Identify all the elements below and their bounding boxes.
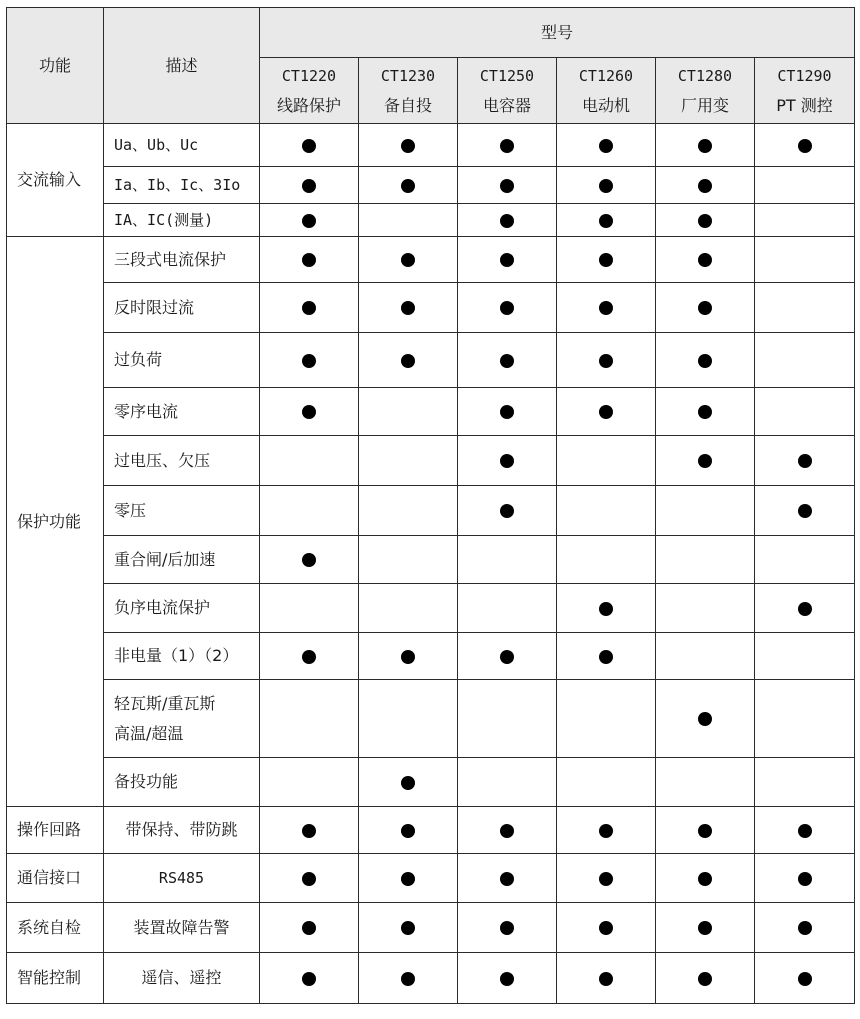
support-dot-icon <box>302 553 316 567</box>
support-dot-icon <box>698 454 712 468</box>
support-cell <box>557 953 656 1004</box>
support-dot-icon <box>599 824 613 838</box>
description-cell <box>104 204 260 237</box>
support-dot-icon <box>698 972 712 986</box>
description-text: 零序电流 <box>114 401 179 421</box>
support-dot-icon <box>798 921 812 935</box>
description-text: 重合闸/后加速 <box>114 549 216 569</box>
support-cell <box>359 333 458 388</box>
support-cell <box>557 124 656 167</box>
support-cell <box>359 204 458 237</box>
support-cell <box>458 124 557 167</box>
support-cell <box>755 854 855 903</box>
support-cell <box>755 283 855 333</box>
support-dot-icon <box>500 824 514 838</box>
description-cell <box>104 124 260 167</box>
support-dot-icon <box>698 253 712 267</box>
description-text: 高温/超温 <box>114 723 184 743</box>
support-dot-icon <box>302 650 316 664</box>
description-cell <box>104 807 260 854</box>
support-cell <box>260 237 359 283</box>
support-dot-icon <box>599 921 613 935</box>
support-cell <box>458 167 557 204</box>
table-row <box>7 283 855 333</box>
support-cell <box>458 807 557 854</box>
support-cell <box>755 633 855 680</box>
table-row <box>7 536 855 584</box>
support-dot-icon <box>500 301 514 315</box>
support-dot-icon <box>302 139 316 153</box>
support-dot-icon <box>798 504 812 518</box>
table-row <box>7 333 855 388</box>
description-text: 轻瓦斯/重瓦斯 <box>114 693 216 713</box>
support-dot-icon <box>500 179 514 193</box>
support-cell <box>260 758 359 807</box>
support-cell <box>557 333 656 388</box>
support-cell <box>458 237 557 283</box>
header-model-4 <box>656 58 755 124</box>
support-dot-icon <box>698 872 712 886</box>
support-cell <box>458 953 557 1004</box>
support-cell <box>260 486 359 536</box>
support-dot-icon <box>599 602 613 616</box>
support-cell <box>557 633 656 680</box>
support-dot-icon <box>401 301 415 315</box>
description-text: 零压 <box>114 500 147 520</box>
support-dot-icon <box>302 301 316 315</box>
support-dot-icon <box>500 650 514 664</box>
support-dot-icon <box>401 824 415 838</box>
support-cell <box>755 584 855 633</box>
description-text: 备投功能 <box>114 772 179 791</box>
support-dot-icon <box>500 405 514 419</box>
support-cell <box>755 388 855 436</box>
support-dot-icon <box>302 872 316 886</box>
support-cell <box>755 680 855 758</box>
support-cell <box>260 536 359 584</box>
support-cell <box>656 536 755 584</box>
description-cell <box>104 486 260 536</box>
category-cell: 操作回路 <box>7 807 104 854</box>
header-model-3 <box>557 58 656 124</box>
support-dot-icon <box>599 301 613 315</box>
support-dot-icon <box>698 921 712 935</box>
description-text: IA、IC(测量) <box>114 211 214 229</box>
table-row <box>7 237 855 283</box>
support-dot-icon <box>500 214 514 228</box>
support-dot-icon <box>599 214 613 228</box>
support-cell <box>260 167 359 204</box>
support-cell <box>656 124 755 167</box>
description-cell <box>104 633 260 680</box>
support-dot-icon <box>698 301 712 315</box>
description-cell <box>104 903 260 953</box>
model-code: CT1220 <box>281 66 337 85</box>
support-dot-icon <box>698 824 712 838</box>
description-text: 过电压、欠压 <box>114 450 211 470</box>
support-cell <box>656 807 755 854</box>
support-cell <box>260 953 359 1004</box>
table-row <box>7 436 855 486</box>
support-cell <box>359 167 458 204</box>
support-cell <box>557 388 656 436</box>
support-cell <box>557 204 656 237</box>
support-dot-icon <box>302 214 316 228</box>
table-row <box>7 903 855 953</box>
support-cell <box>260 633 359 680</box>
support-cell <box>359 124 458 167</box>
description-cell <box>104 283 260 333</box>
support-cell <box>458 536 557 584</box>
category-cell: 交流输入 <box>7 124 104 237</box>
description-cell <box>104 758 260 807</box>
support-cell <box>656 167 755 204</box>
model-name: 电动机 <box>581 95 630 115</box>
support-cell <box>656 388 755 436</box>
support-dot-icon <box>698 405 712 419</box>
table-row <box>7 124 855 167</box>
support-cell <box>557 854 656 903</box>
table-row <box>7 807 855 854</box>
support-cell <box>359 536 458 584</box>
support-dot-icon <box>302 179 316 193</box>
header-model-2 <box>458 58 557 124</box>
table-row <box>7 584 855 633</box>
support-dot-icon <box>798 824 812 838</box>
support-cell <box>656 436 755 486</box>
support-cell <box>755 903 855 953</box>
model-name: 电容器 <box>482 95 531 115</box>
description-cell <box>104 237 260 283</box>
support-dot-icon <box>401 179 415 193</box>
table-row <box>7 633 855 680</box>
table-body <box>7 124 855 1004</box>
support-cell <box>557 807 656 854</box>
support-dot-icon <box>698 354 712 368</box>
support-cell <box>656 680 755 758</box>
support-cell <box>557 584 656 633</box>
support-cell <box>458 758 557 807</box>
support-cell <box>656 333 755 388</box>
support-cell <box>260 436 359 486</box>
support-cell <box>656 204 755 237</box>
support-cell <box>656 633 755 680</box>
table-row <box>7 758 855 807</box>
description-cell <box>104 167 260 204</box>
table-row <box>7 953 855 1004</box>
support-dot-icon <box>500 504 514 518</box>
support-cell <box>359 854 458 903</box>
support-dot-icon <box>500 139 514 153</box>
support-cell <box>458 680 557 758</box>
support-cell <box>260 854 359 903</box>
support-dot-icon <box>401 650 415 664</box>
support-cell <box>557 167 656 204</box>
support-cell <box>755 204 855 237</box>
support-dot-icon <box>401 139 415 153</box>
support-cell <box>260 283 359 333</box>
description-text: 负序电流保护 <box>114 598 211 617</box>
support-dot-icon <box>401 354 415 368</box>
support-cell <box>260 333 359 388</box>
description-cell <box>104 680 260 758</box>
header-model-1 <box>359 58 458 124</box>
support-cell <box>359 486 458 536</box>
model-code: CT1280 <box>677 66 733 85</box>
support-cell <box>458 486 557 536</box>
support-dot-icon <box>401 776 415 790</box>
support-cell <box>656 283 755 333</box>
support-cell <box>755 758 855 807</box>
support-dot-icon <box>500 253 514 267</box>
description-cell <box>104 854 260 903</box>
support-dot-icon <box>500 921 514 935</box>
table-row <box>7 388 855 436</box>
support-cell <box>359 388 458 436</box>
support-dot-icon <box>599 872 613 886</box>
support-cell <box>557 903 656 953</box>
support-dot-icon <box>500 454 514 468</box>
support-cell <box>359 584 458 633</box>
description-text: 非电量（1）（2） <box>114 646 239 665</box>
support-cell <box>359 237 458 283</box>
support-cell <box>656 903 755 953</box>
support-cell <box>755 124 855 167</box>
support-cell <box>458 584 557 633</box>
support-cell <box>755 237 855 283</box>
support-cell <box>656 758 755 807</box>
support-cell <box>755 953 855 1004</box>
model-name: PT 测控 <box>776 95 833 115</box>
support-cell <box>557 436 656 486</box>
description-text: 反时限过流 <box>114 297 195 317</box>
support-dot-icon <box>302 921 316 935</box>
header-model: 型号 <box>260 8 855 58</box>
description-text: Ia、Ib、Ic、3Io <box>114 176 241 194</box>
support-cell <box>359 283 458 333</box>
support-dot-icon <box>698 214 712 228</box>
description-text: 过负荷 <box>114 350 163 369</box>
description-cell <box>104 584 260 633</box>
support-dot-icon <box>599 354 613 368</box>
support-cell <box>755 167 855 204</box>
support-cell <box>260 388 359 436</box>
category-cell: 保护功能 <box>7 237 104 807</box>
table-row <box>7 486 855 536</box>
support-cell <box>359 633 458 680</box>
support-cell <box>557 237 656 283</box>
description-cell <box>104 436 260 486</box>
model-code: CT1290 <box>777 66 832 85</box>
support-dot-icon <box>798 454 812 468</box>
header-model-5 <box>755 58 855 124</box>
support-dot-icon <box>798 602 812 616</box>
support-dot-icon <box>599 139 613 153</box>
description-text: RS485 <box>158 869 205 887</box>
support-dot-icon <box>302 253 316 267</box>
support-dot-icon <box>599 253 613 267</box>
support-dot-icon <box>302 972 316 986</box>
table-row <box>7 854 855 903</box>
support-cell <box>359 436 458 486</box>
support-dot-icon <box>302 354 316 368</box>
support-cell <box>359 903 458 953</box>
support-dot-icon <box>500 972 514 986</box>
table-row <box>7 167 855 204</box>
category-cell: 通信接口 <box>7 854 104 903</box>
support-cell <box>656 854 755 903</box>
support-cell <box>656 486 755 536</box>
support-dot-icon <box>302 824 316 838</box>
support-dot-icon <box>599 650 613 664</box>
description-cell <box>104 953 260 1004</box>
table-header <box>7 8 855 124</box>
support-dot-icon <box>599 179 613 193</box>
description-cell <box>104 333 260 388</box>
model-code: CT1260 <box>578 66 634 85</box>
support-cell <box>458 633 557 680</box>
support-cell <box>458 204 557 237</box>
support-dot-icon <box>500 872 514 886</box>
support-dot-icon <box>401 872 415 886</box>
support-cell <box>755 807 855 854</box>
support-cell <box>260 204 359 237</box>
support-cell <box>557 486 656 536</box>
description-text: 带保持、带防跳 <box>125 820 238 839</box>
support-dot-icon <box>599 405 613 419</box>
support-dot-icon <box>798 872 812 886</box>
support-cell <box>755 486 855 536</box>
header-function: 功能 <box>7 8 104 124</box>
support-cell <box>458 388 557 436</box>
category-cell: 系统自检 <box>7 903 104 953</box>
support-cell <box>458 903 557 953</box>
support-cell <box>557 536 656 584</box>
support-cell <box>260 903 359 953</box>
support-dot-icon <box>798 972 812 986</box>
support-cell <box>755 536 855 584</box>
support-cell <box>359 807 458 854</box>
description-text: 三段式电流保护 <box>114 249 227 269</box>
support-cell <box>557 283 656 333</box>
model-code: CT1230 <box>380 66 436 85</box>
model-name: 备自投 <box>383 95 432 115</box>
support-cell <box>260 124 359 167</box>
support-cell <box>458 283 557 333</box>
support-cell <box>656 584 755 633</box>
support-cell <box>755 436 855 486</box>
support-dot-icon <box>599 972 613 986</box>
support-dot-icon <box>500 354 514 368</box>
table-row <box>7 680 855 758</box>
feature-matrix-table <box>6 7 855 1004</box>
support-cell <box>656 953 755 1004</box>
category-cell: 智能控制 <box>7 953 104 1004</box>
model-code: CT1250 <box>479 66 535 85</box>
support-cell <box>458 436 557 486</box>
support-cell <box>260 680 359 758</box>
description-text: Ua、Ub、Uc <box>114 136 199 154</box>
support-cell <box>656 237 755 283</box>
support-cell <box>458 333 557 388</box>
support-dot-icon <box>302 405 316 419</box>
description-cell <box>104 536 260 584</box>
support-dot-icon <box>401 921 415 935</box>
table-row <box>7 204 855 237</box>
support-cell <box>755 333 855 388</box>
description-text: 遥信、遥控 <box>141 968 222 987</box>
support-dot-icon <box>698 712 712 726</box>
support-cell <box>359 953 458 1004</box>
support-cell <box>557 758 656 807</box>
support-dot-icon <box>401 253 415 267</box>
support-cell <box>557 680 656 758</box>
model-name: 厂用变 <box>680 95 729 115</box>
support-dot-icon <box>698 179 712 193</box>
support-cell <box>260 584 359 633</box>
support-cell <box>359 680 458 758</box>
support-cell <box>458 854 557 903</box>
support-cell <box>359 758 458 807</box>
description-cell <box>104 388 260 436</box>
model-name: 线路保护 <box>276 95 341 115</box>
description-text: 装置故障告警 <box>133 917 230 937</box>
support-dot-icon <box>798 139 812 153</box>
header-model-0 <box>260 58 359 124</box>
support-dot-icon <box>698 139 712 153</box>
header-description: 描述 <box>104 8 260 124</box>
support-dot-icon <box>401 972 415 986</box>
support-cell <box>260 807 359 854</box>
